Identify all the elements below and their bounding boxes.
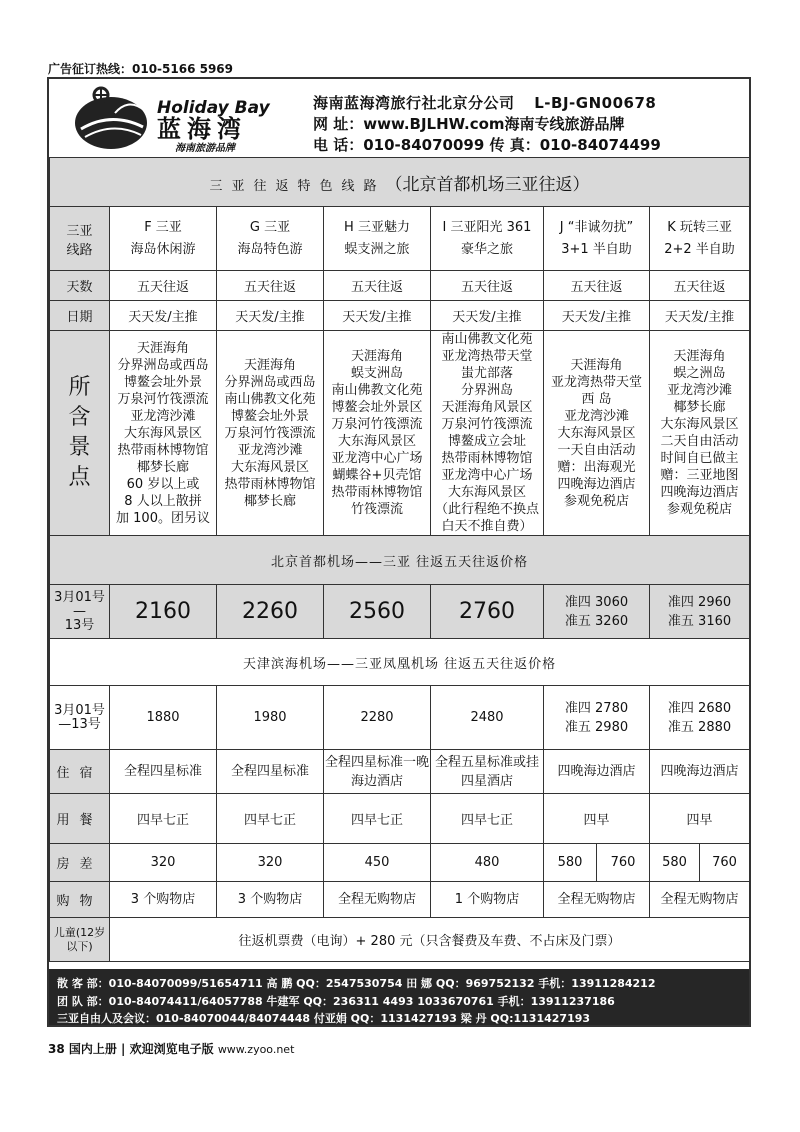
tianjin-price-g: 1980: [217, 686, 324, 750]
route-name: 2+2 半自助: [664, 241, 735, 257]
fax-number: 010-84074499: [539, 136, 661, 154]
days-i: 五天往返: [431, 271, 544, 301]
date-f: 天天发/主推: [110, 301, 217, 331]
route-code: I 三亚阳光 361: [442, 219, 532, 235]
date-label: 日期: [50, 301, 110, 331]
spot-item: 白天不推自费）: [441, 519, 533, 534]
route-code: F 三亚: [144, 219, 182, 235]
beijing-date: [50, 585, 110, 639]
room-diff-j-four: 580: [544, 844, 597, 882]
spot-item: 热带雨林博物馆: [117, 442, 209, 458]
spot-item: 天涯海角: [136, 340, 189, 356]
spot-item: 蝴蝶谷+贝壳馆: [332, 468, 422, 483]
tianjin-price-j: [544, 686, 650, 750]
beijing-price-f: 2160: [110, 585, 217, 639]
meals-k: 四早: [650, 794, 750, 844]
spot-item: 亚龙湾中心广场: [331, 451, 423, 466]
tel-number: 010-84070099: [363, 136, 485, 154]
spot-item: 天涯海角: [350, 349, 403, 364]
tel-line: [313, 134, 661, 155]
spots-j: [544, 331, 650, 536]
logo-sub: 海南旅游品牌: [175, 143, 235, 153]
spot-item: 博鳌会址外景: [230, 408, 309, 424]
web-line: [313, 113, 625, 134]
hotel-g: 全程四星标准: [217, 750, 324, 794]
page-footer-text: 38 国内上册 | 欢迎浏览电子版: [48, 1042, 214, 1056]
spot-item: 亚龙湾沙滩: [237, 442, 303, 458]
spot-item: 亚龙湾热带天堂: [550, 374, 642, 390]
spot-item: 亚龙湾沙滩: [667, 383, 733, 398]
meals-label: 用餐: [50, 794, 110, 844]
spot-item: 万泉河竹筏漂流: [331, 417, 423, 432]
hotel-i: 全程五星标准或挂四星酒店: [431, 750, 544, 794]
date-line: —13号: [58, 716, 101, 732]
route-title-sub: （北京首都机场三亚往返）: [385, 174, 590, 195]
hotel-h: 全程四星标准一晚海边酒店: [324, 750, 431, 794]
web-label: 网 址：: [313, 115, 364, 133]
route-name: 豪华之旅: [460, 241, 513, 257]
tianjin-date: [50, 686, 110, 750]
meals-h: 四早七正: [324, 794, 431, 844]
days-g: 五天往返: [217, 271, 324, 301]
route-name: 3+1 半自助: [561, 241, 632, 257]
shopping-h: 全程无购物店: [324, 882, 431, 918]
spots-label-1: 所: [68, 375, 91, 400]
route-j: [544, 207, 650, 271]
spot-item: （此行程绝不换点: [434, 502, 539, 517]
spot-item: 蚩尤部落: [460, 366, 513, 381]
shopping-j: 全程无购物店: [544, 882, 650, 918]
spot-item: 二天自由活动: [660, 434, 739, 449]
beijing-price-k: [650, 585, 750, 639]
meals-f: 四早七正: [110, 794, 217, 844]
route-title-main: 三亚往返特色线路: [209, 178, 386, 194]
spot-item: 分界洲岛或西岛: [117, 357, 209, 373]
tianjin-price-i: 2480: [431, 686, 544, 750]
days-f: 五天往返: [110, 271, 217, 301]
date-line: 3月01号: [54, 589, 105, 605]
price-line: 准五 3160: [667, 613, 732, 629]
route-code: K 玩转三亚: [667, 219, 732, 235]
price-line: 准四 2680: [667, 700, 732, 716]
route-name: 海岛休闲游: [130, 241, 196, 257]
spot-item: 竹筏漂流: [350, 502, 403, 517]
days-k: 五天往返: [650, 271, 750, 301]
route-label-2: 线路: [66, 242, 93, 258]
room-diff-g: 320: [217, 844, 324, 882]
contact-footer: [49, 969, 749, 1025]
spot-item: 天涯海角: [570, 357, 623, 373]
page-frame: [47, 77, 751, 1027]
tel-label: 电 话：: [313, 136, 364, 154]
spot-item: 蜈之洲岛: [673, 366, 726, 381]
route-k: [650, 207, 750, 271]
company-name: 海南蓝海湾旅行社北京分公司: [313, 94, 515, 112]
spot-item: 博鳌成立会址: [447, 434, 526, 449]
logo-cn: 蓝海湾: [157, 115, 247, 143]
tianjin-price-h: 2280: [324, 686, 431, 750]
logo-graphic: [71, 83, 311, 153]
spots-f: [110, 331, 217, 536]
tianjin-price-k: [650, 686, 750, 750]
spot-item: 赠：三亚地图: [660, 468, 739, 483]
tianjin-price-f: 1880: [110, 686, 217, 750]
spot-item: 热带雨林博物馆: [441, 451, 533, 466]
spot-item: 60 岁以上或: [126, 476, 200, 492]
price-line: 准五 2980: [564, 719, 629, 735]
spots-k: [650, 331, 750, 536]
meals-g: 四早七正: [217, 794, 324, 844]
route-name: 海岛特色游: [237, 241, 303, 257]
spot-item: 大东海风景区: [230, 459, 309, 475]
web-url[interactable]: www.BJLHW.com: [363, 115, 505, 133]
spots-i: [431, 331, 544, 536]
route-title: [50, 158, 750, 207]
spot-item: 南山佛教文化苑: [441, 332, 533, 347]
beijing-price-j: [544, 585, 650, 639]
meals-i: 四早七正: [431, 794, 544, 844]
spot-item: 加 100。团另议: [116, 510, 210, 526]
shopping-label: 购物: [50, 882, 110, 918]
spots-g: [217, 331, 324, 536]
days-label: 天数: [50, 271, 110, 301]
days-h: 五天往返: [324, 271, 431, 301]
date-line: 13号: [64, 617, 95, 633]
shopping-i: 1 个购物店: [431, 882, 544, 918]
shopping-k: 全程无购物店: [650, 882, 750, 918]
room-diff-k-five: 760: [700, 844, 750, 882]
contact-line-group: 团 队 部：010-84074411/64057788 牛建军 QQ：236311 4493 1033670761 手机：13911237186: [57, 995, 615, 1008]
spot-item: 赠：出海观光: [557, 459, 636, 475]
license-code: L-BJ-GN00678: [534, 94, 657, 112]
spot-item: 万泉河竹筏漂流: [224, 425, 316, 441]
hotel-j: 四晚海边酒店: [544, 750, 650, 794]
header: [49, 79, 749, 159]
room-diff-f: 320: [110, 844, 217, 882]
date-line: 3月01号: [54, 702, 105, 718]
date-j: 天天发/主推: [544, 301, 650, 331]
spot-item: 时间自已做主: [660, 451, 739, 466]
spot-item: 分界洲岛或西岛: [224, 374, 316, 390]
price-line: 准四 2960: [667, 594, 732, 610]
spot-item: 西 岛: [581, 391, 612, 407]
spot-item: 大东海风景区: [337, 434, 416, 449]
route-h: [324, 207, 431, 271]
route-f: [110, 207, 217, 271]
logo: [71, 83, 311, 153]
route-code: H 三亚魅力: [344, 219, 410, 235]
hotel-label: 住宿: [50, 750, 110, 794]
spot-item: 博鳌会址外景: [123, 374, 202, 390]
spot-item: 亚龙湾中心广场: [441, 468, 533, 483]
spot-item: 分界洲岛: [460, 383, 513, 398]
spot-item: 天涯海角: [243, 357, 296, 373]
logo-en: Holiday Bay: [157, 98, 270, 118]
spot-item: 参观免税店: [667, 502, 733, 517]
date-h: 天天发/主推: [324, 301, 431, 331]
room-diff-i: 480: [431, 844, 544, 882]
spot-item: 大东海风景区: [660, 417, 739, 432]
contact-line-free: 三亚自由人及会议：010-84070044/84074448 付亚娟 QQ：1131427193 梁 丹 QQ:1131427193: [57, 1012, 591, 1025]
page-footer-url[interactable]: www.zyoo.net: [217, 1043, 295, 1056]
route-code: J “非诚勿扰”: [559, 219, 634, 235]
beijing-price-g: 2260: [217, 585, 324, 639]
beijing-price-i: 2760: [431, 585, 544, 639]
hotel-k: 四晚海边酒店: [650, 750, 750, 794]
spot-item: 参观免税店: [563, 493, 629, 509]
web-tagline: 海南专线旅游品牌: [504, 115, 625, 133]
page-footer: [48, 1040, 294, 1057]
beijing-price-h: 2560: [324, 585, 431, 639]
beijing-price-title: 北京首都机场——三亚 往返五天往返价格: [50, 536, 750, 585]
contact-line-retail: 散 客 部：010-84070099/51654711 高 鹏 QQ：2547530754 田 娜 QQ：969752132 手机：13911284212: [57, 977, 656, 990]
spot-item: 天涯海角风景区: [441, 400, 533, 415]
price-line: 准四 3060: [564, 594, 629, 610]
spot-item: 亚龙湾沙滩: [563, 408, 629, 424]
spot-item: 热带雨林博物馆: [224, 476, 316, 492]
date-k: 天天发/主推: [650, 301, 750, 331]
spot-item: 大东海风景区: [447, 485, 526, 500]
ad-hotline: 广告征订热线：010-5166 5969: [48, 62, 234, 76]
spot-item: 大东海风景区: [123, 425, 202, 441]
spot-item: 椰梦长廊: [136, 459, 189, 475]
room-diff-j-five: 760: [597, 844, 650, 882]
price-line: 准五 3260: [564, 613, 629, 629]
spots-h: [324, 331, 431, 536]
child-price: 往返机票费（电询）+ 280 元（只含餐费及车费、不占床及门票）: [110, 918, 750, 962]
date-g: 天天发/主推: [217, 301, 324, 331]
spot-item: 亚龙湾沙滩: [130, 408, 196, 424]
days-j: 五天往返: [544, 271, 650, 301]
room-diff-k-four: 580: [650, 844, 700, 882]
meals-j: 四早: [544, 794, 650, 844]
room-diff-h: 450: [324, 844, 431, 882]
spot-item: 大东海风景区: [557, 425, 636, 441]
spot-item: 万泉河竹筏漂流: [117, 391, 209, 407]
tianjin-price-title: 天津滨海机场——三亚凤凰机场 往返五天往返价格: [50, 639, 750, 686]
route-name: 蜈支洲之旅: [344, 241, 410, 257]
spot-item: 热带雨林博物馆: [331, 485, 423, 500]
price-line: 准四 2780: [564, 700, 629, 716]
fax-label: 传 真：: [489, 136, 540, 154]
spot-item: 椰梦长廊: [243, 493, 296, 509]
hotel-f: 全程四星标准: [110, 750, 217, 794]
spot-item: 一天自由活动: [557, 442, 636, 458]
spot-item: 四晚海边酒店: [557, 476, 636, 492]
route-label: [50, 207, 110, 271]
spot-item: 天涯海角: [673, 349, 726, 364]
spots-label-3: 景: [68, 435, 91, 460]
date-line: —: [73, 603, 86, 619]
shopping-f: 3 个购物店: [110, 882, 217, 918]
spot-item: 博鳌会址外景区: [331, 400, 423, 415]
price-line: 准五 2880: [667, 719, 732, 735]
spot-item: 椰梦长廊: [673, 400, 726, 415]
spots-label-4: 点: [68, 465, 91, 490]
date-i: 天天发/主推: [431, 301, 544, 331]
spot-item: 四晚海边酒店: [660, 485, 739, 500]
spot-item: 8 人以上散拼: [124, 493, 202, 509]
route-table: [49, 157, 750, 962]
company-line: [313, 92, 656, 113]
spot-item: 南山佛教文化苑: [224, 391, 316, 407]
spot-item: 亚龙湾热带天堂: [441, 349, 533, 364]
route-label-1: 三亚: [66, 223, 93, 239]
route-i: [431, 207, 544, 271]
spots-label: [50, 331, 110, 536]
child-label: 儿童(12岁以下): [50, 918, 110, 962]
spot-item: 蜈支洲岛: [350, 366, 403, 381]
room-diff-label: 房差: [50, 844, 110, 882]
spots-label-2: 含: [68, 405, 91, 430]
shopping-g: 3 个购物店: [217, 882, 324, 918]
spot-item: 万泉河竹筏漂流: [441, 417, 533, 432]
route-code: G 三亚: [249, 219, 291, 235]
route-g: [217, 207, 324, 271]
spot-item: 南山佛教文化苑: [331, 383, 423, 398]
